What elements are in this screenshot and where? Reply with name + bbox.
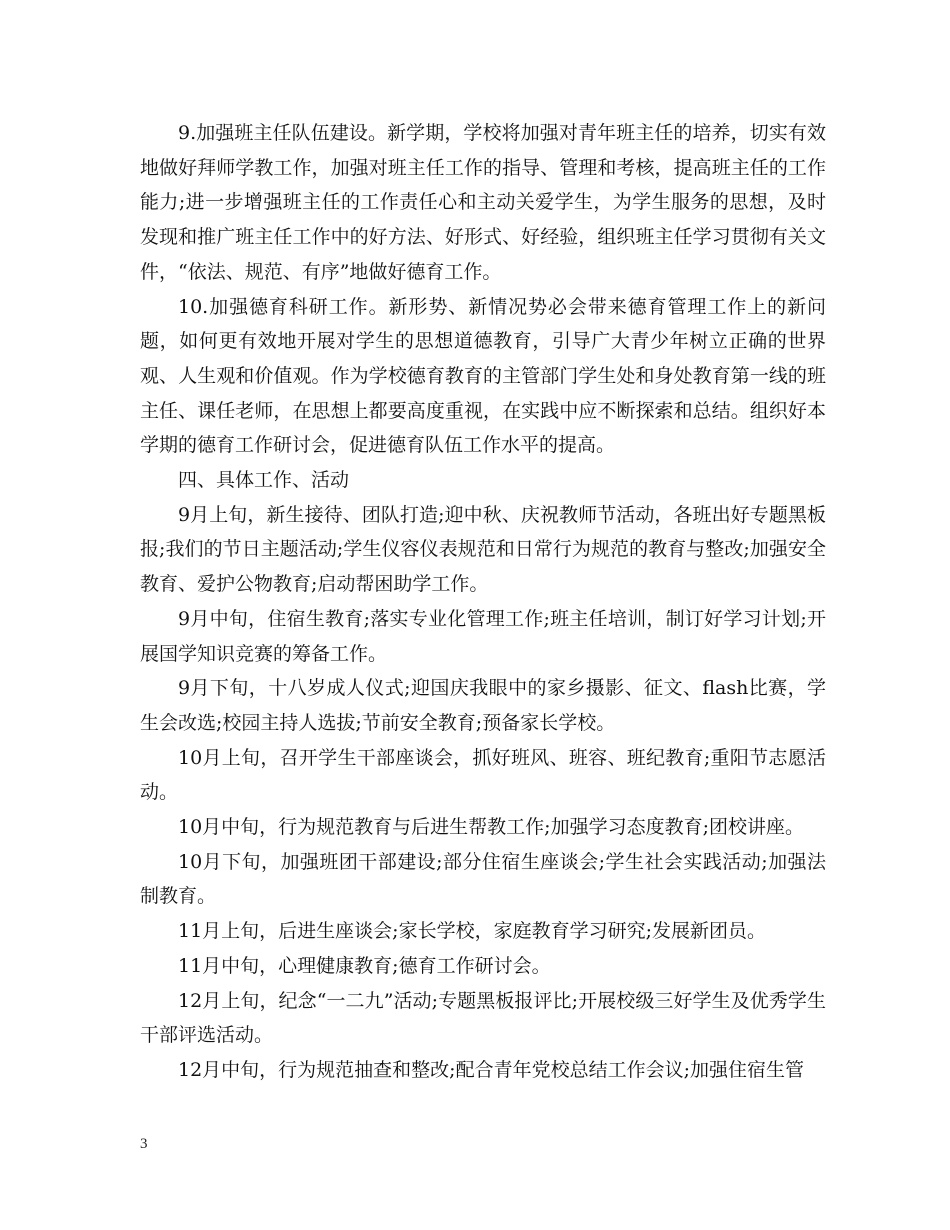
document-body: [140, 116, 826, 1088]
paragraph-nov-mid: 11月中旬，心理健康教育;德育工作研讨会。: [178, 954, 551, 977]
paragraph-dec-early: 12月上旬，纪念“一二九”活动;专题黑板报评比;开展校级三好学生及优秀学生干部评选活动。: [140, 989, 826, 1047]
page-number: 3: [140, 1136, 148, 1152]
paragraph-oct-late: 10月下旬，加强班团干部建设;部分住宿生座谈会;学生社会实践活动;加强法制教育。: [140, 850, 826, 908]
section-heading-activities: 四、具体工作、活动: [178, 469, 350, 492]
paragraph-oct-mid: 10月中旬，行为规范教育与后进生帮教工作;加强学习态度教育;团校讲座。: [178, 816, 804, 839]
paragraph-class-teacher-team: 9.加强班主任队伍建设。新学期，学校将加强对青年班主任的培养，切实有效地做好拜师学教工作，加强对班主任工作的指导、管理和考核，提高班主任的工作能力;进一步增强班主任的工作责任心和主动关爱学生，为学生服务的思想，及时发现和推广班主任工作中的好方法、好形式、好经验，组织班主任学习贯彻有关文件，“依法、规范、有序”地做好德育工作。: [140, 122, 826, 283]
paragraph-oct-early: 10月上旬，召开学生干部座谈会，抓好班风、班容、班纪教育;重阳节志愿活动。: [140, 746, 826, 804]
paragraph-nov-early: 11月上旬，后进生座谈会;家长学校，家庭教育学习研究;发展新团员。: [178, 920, 766, 943]
paragraph-moral-research: 10.加强德育科研工作。新形势、新情况势必会带来德育管理工作上的新问题，如何更有效地开展对学生的思想道德教育，引导广大青少年树立正确的世界观、人生观和价值观。作为学校德育教育的主管部门学生处和身处教育第一线的班主任、课任老师，在思想上都要高度重视，在实践中应不断探索和总结。组织好本学期的德育工作研讨会，促进德育队伍工作水平的提高。: [140, 295, 826, 457]
paragraph-sep-early: 9月上旬，新生接待、团队打造;迎中秋、庆祝教师节活动，各班出好专题黑板报;我们的节日主题活动;学生仪容仪表规范和日常行为规范的教育与整改;加强安全教育、爱护公物教育;启动帮困助学工作。: [140, 503, 826, 596]
paragraph-sep-mid: 9月中旬，住宿生教育;落实专业化管理工作;班主任培训，制订好学习计划;开展国学知识竞赛的筹备工作。: [140, 607, 826, 665]
paragraph-sep-late: 9月下旬，十八岁成人仪式;迎国庆我眼中的家乡摄影、征文、flash比赛，学生会改选;校园主持人选拔;节前安全教育;预备家长学校。: [140, 677, 826, 734]
paragraph-dec-mid: 12月中旬，行为规范抽查和整改;配合青年党校总结工作会议;加强住宿生管: [178, 1058, 804, 1081]
